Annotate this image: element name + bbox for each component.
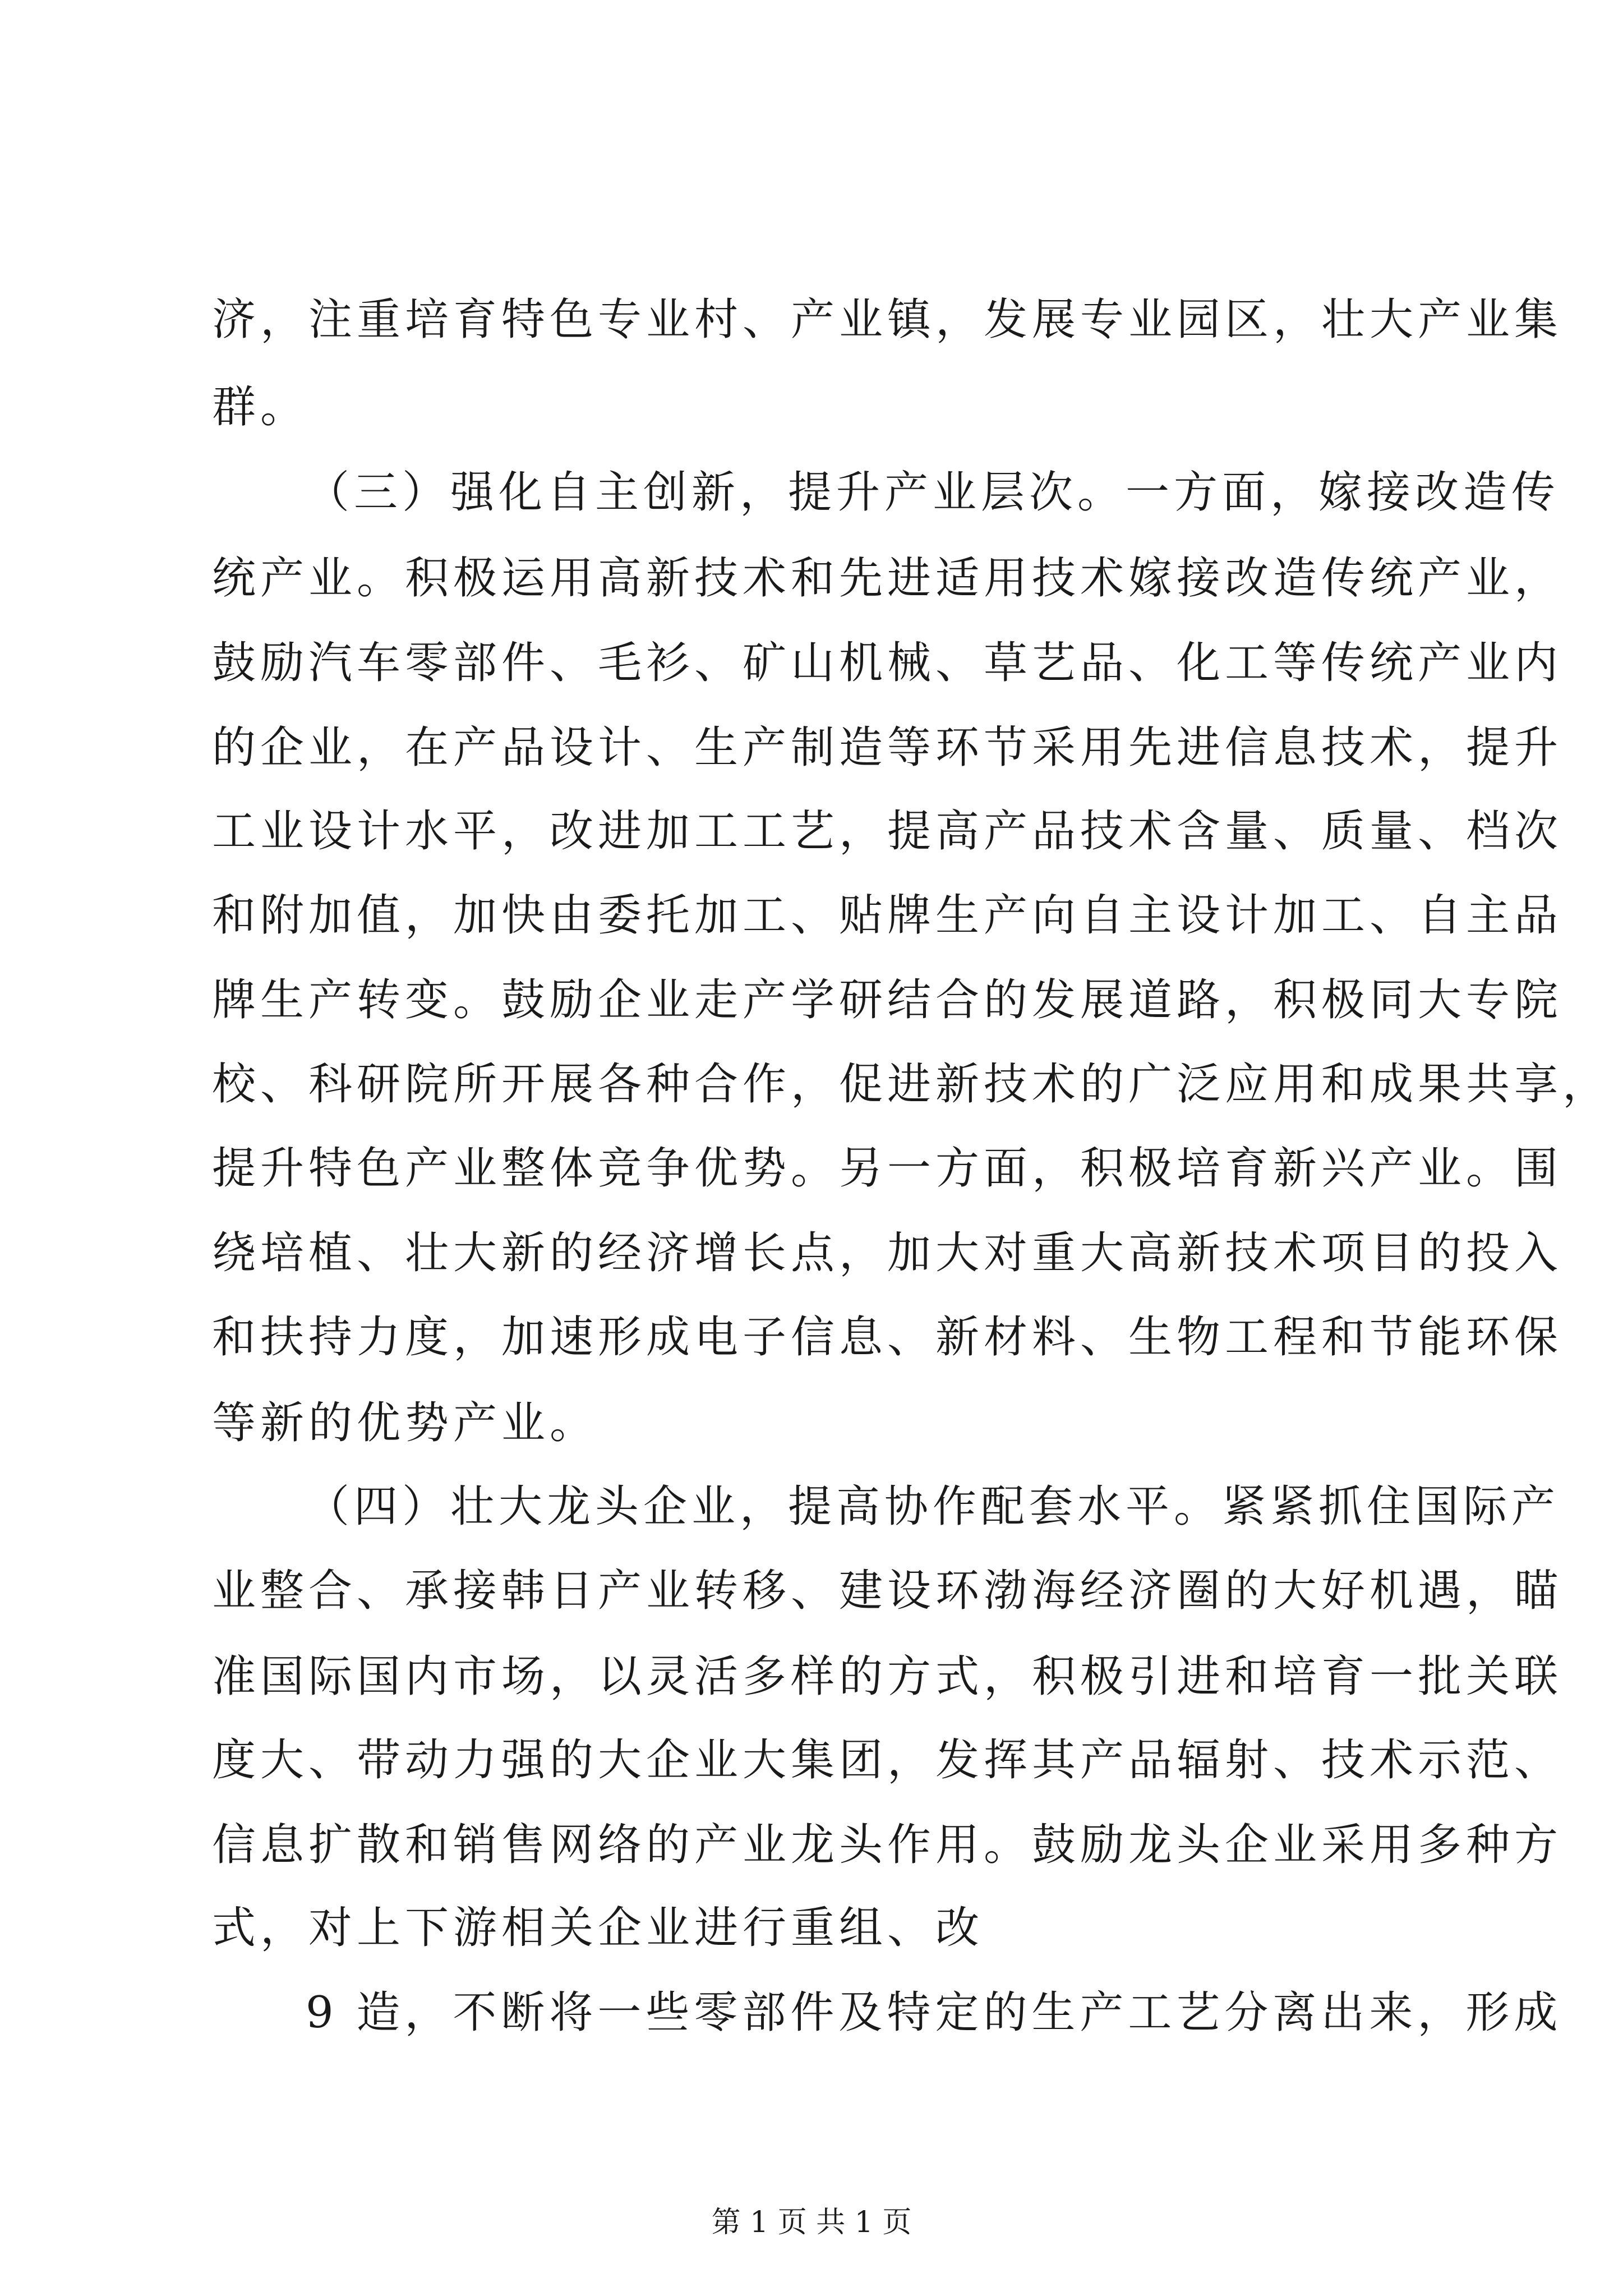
text-line: 校、科研院所开展各种合作，促进新技术的广泛应用和成果共享， bbox=[212, 1059, 1611, 1110]
text-line: 的企业，在产品设计、生产制造等环节采用先进信息技术，提升 bbox=[212, 723, 1563, 773]
text-line-last: 9 造，不断将一些零部件及特定的生产工艺分离出来，形成 bbox=[306, 1987, 1562, 2038]
text-line: 工业设计水平，改进加工工艺，提高产品技术含量、质量、档次 bbox=[212, 806, 1563, 857]
text-line: 等新的优势产业。 bbox=[212, 1398, 598, 1448]
text-line: （四）壮大龙头企业，提高协作配套水平。紧紧抓住国际产 bbox=[306, 1481, 1560, 1532]
text-line: 提升特色产业整体竞争优势。另一方面，积极培育新兴产业。围 bbox=[212, 1143, 1563, 1194]
text-line: 鼓励汽车零部件、毛衫、矿山机械、草艺品、化工等传统产业内 bbox=[212, 638, 1563, 688]
text-line: 度大、带动力强的大企业大集团，发挥其产品辐射、技术示范、 bbox=[212, 1735, 1563, 1786]
text-line: 牌生产转变。鼓励企业走产学研结合的发展道路，积极同大专院 bbox=[212, 975, 1563, 1025]
page-footer: 第 1 页 共 1 页 bbox=[711, 2206, 912, 2239]
text-line: 和扶持力度，加速形成电子信息、新材料、生物工程和节能环保 bbox=[212, 1312, 1563, 1363]
text-line: 济，注重培育特色专业村、产业镇，发展专业园区，壮大产业集 bbox=[212, 295, 1563, 345]
text-line: 统产业。积极运用高新技术和先进适用技术嫁接改造传统产业， bbox=[212, 553, 1563, 604]
text-line: 信息扩散和销售网络的产业龙头作用。鼓励龙头企业采用多种方 bbox=[212, 1820, 1563, 1870]
text-line: 和附加值，加快由委托加工、贴牌生产向自主设计加工、自主品 bbox=[212, 890, 1563, 941]
text-line: 业整合、承接韩日产业转移、建设环渤海经济圈的大好机遇，瞄 bbox=[212, 1566, 1563, 1616]
text-line: 群。 bbox=[212, 382, 309, 432]
text-line: 式，对上下游相关企业进行重组、改 bbox=[212, 1903, 984, 1953]
text-line: （三）强化自主创新，提升产业层次。一方面，嫁接改造传 bbox=[306, 467, 1560, 518]
text-line: 准国际国内市场，以灵活多样的方式，积极引进和培育一批关联 bbox=[212, 1651, 1563, 1702]
text-line: 绕培植、壮大新的经济增长点，加大对重大高新技术项目的投入 bbox=[212, 1228, 1563, 1278]
